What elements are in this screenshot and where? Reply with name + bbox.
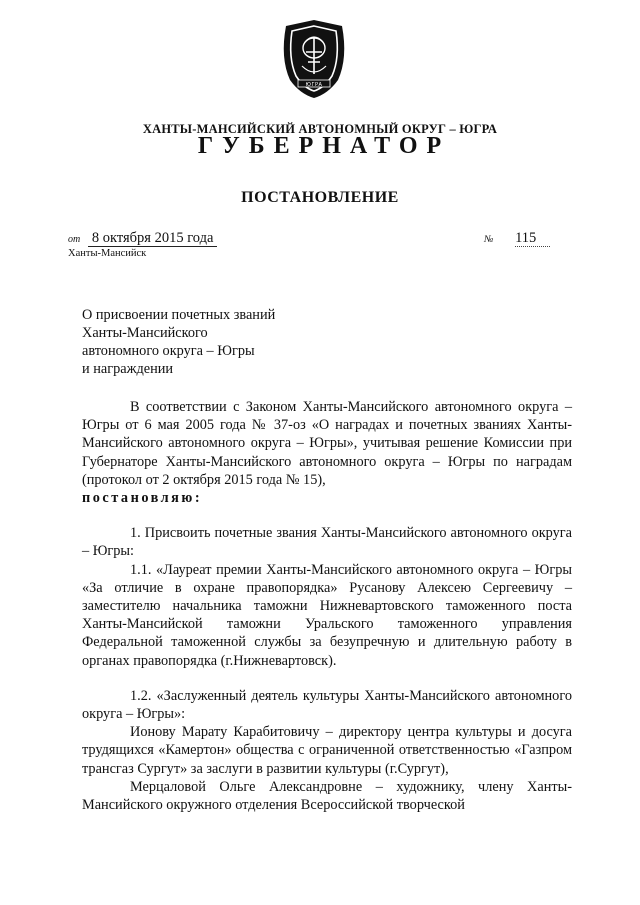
document-subject <box>82 306 275 378</box>
preamble-paragraph: В соответствии с Законом Ханты-Мансийского автономного округа – Югры от 6 мая 2005 года № 37-оз «О наградах и почетных званиях Ханты-Мансийского автономного округа – Югры», учитывая решение Комиссии при Губернаторе Ханты-Мансийского автономного округа – Югры по наградам (протокол от 2 октября 2015 года № 15), <box>82 399 572 488</box>
document-place: Ханты-Мансийск <box>68 248 147 259</box>
subject-line: и награждении <box>82 361 174 377</box>
region-name: ХАНТЫ-МАНСИЙСКИЙ АВТОНОМНЫЙ ОКРУГ – ЮГРА <box>142 122 498 136</box>
award-recipient: Ионову Марату Карабитовичу – директору центра культуры и досуга трудящихся «Камертон» общества с ограниченной ответственностью «Газпром трансгаз Сургут» за заслуги в развитии культуры (г.Сургут), <box>82 724 572 777</box>
date-line <box>68 230 217 247</box>
emblem-caption: ЮГРА <box>305 82 323 88</box>
award-recipient: Мерцаловой Ольге Александровне – художнику, члену Ханты-Мансийского окружного отделения Всероссийской творческой <box>82 778 572 814</box>
document-body <box>82 398 572 814</box>
document-date: 8 октября 2015 года <box>88 230 218 247</box>
subject-line: О присвоении почетных званий <box>82 307 276 323</box>
date-prefix: от <box>68 234 81 245</box>
number-line <box>484 230 550 247</box>
resolve-word: постановляю: <box>82 490 203 507</box>
document-type: ПОСТАНОВЛЕНИЕ <box>241 189 399 206</box>
subject-line: Ханты-Мансийского <box>82 325 208 341</box>
number-sign: № <box>484 234 494 245</box>
authority-title: ГУБЕРНАТОР <box>197 133 451 159</box>
clause-1-1: 1.1. «Лауреат премии Ханты-Мансийского автономного округа – Югры «За отличие в охране правопорядка» Русанову Алексею Сергеевичу – заместителю начальника таможни Нижневартовского таможенного поста Ханты-Мансийской таможни Уральского таможенного управления Федеральной таможенной службы за безупречную и длительную работу в органах правопорядка (г.Нижневартовск). <box>82 561 572 669</box>
document-number: 115 <box>515 230 550 247</box>
clause-1-2: 1.2. «Заслуженный деятель культуры Ханты-Мансийского автономного округа – Югры»: <box>82 687 572 723</box>
subject-line: автономного округа – Югры <box>82 343 255 359</box>
clause-1: 1. Присвоить почетные звания Ханты-Мансийского автономного округа – Югры: <box>82 525 572 560</box>
